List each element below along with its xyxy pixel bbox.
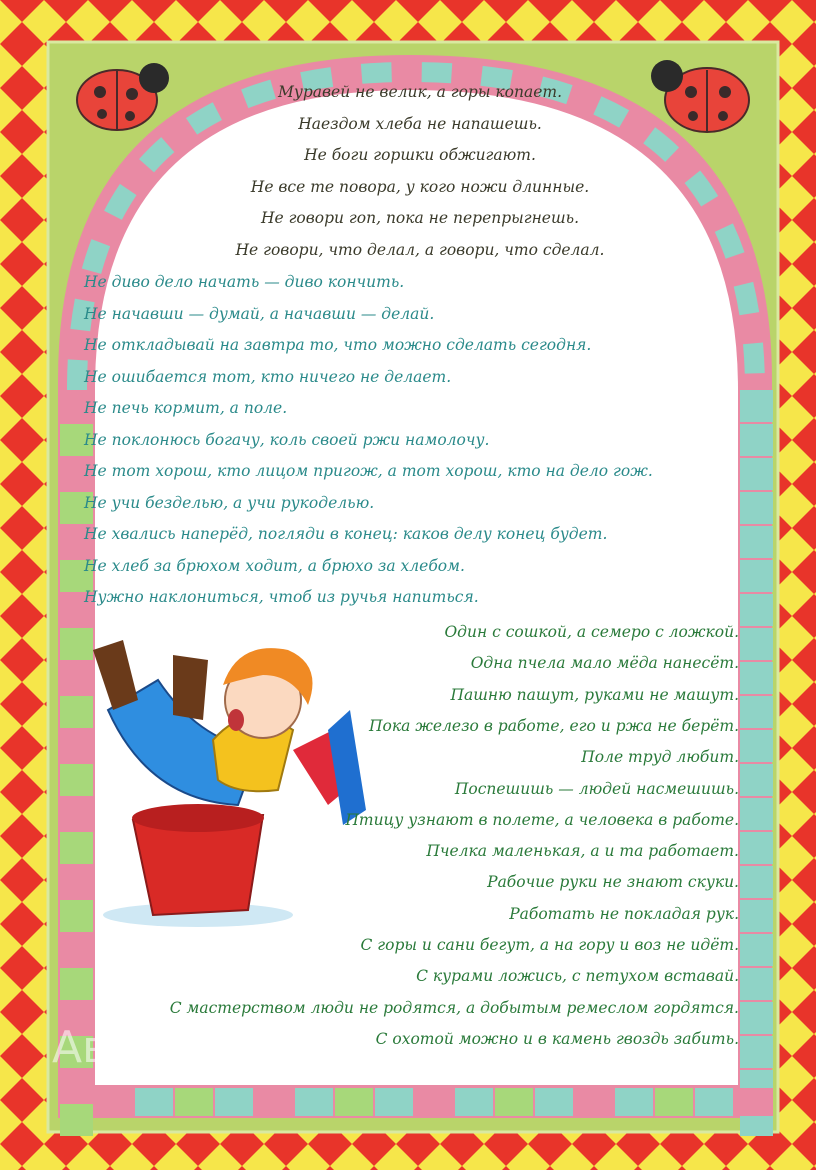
boy-in-bucket-illustration [88, 630, 373, 940]
proverb-line: Пашню пашут, руками не машут. [450, 685, 739, 704]
proverb-line: Не откладывай на завтра то, что можно сделать сегодня. [84, 336, 592, 354]
watermark: Ав [52, 1022, 109, 1073]
proverb-line: С курами ложись, с петухом вставай. [416, 967, 739, 986]
proverb-line: Не все те повора, у кого ножи длинные. [250, 177, 590, 196]
proverb-line: Пчелка маленькая, а и та работает. [426, 842, 739, 861]
proverb-line: Не хвались наперёд, погляди в конец: каков делу конец будет. [84, 525, 608, 543]
proverb-line: Рабочие руки не знают скуки. [487, 873, 739, 892]
proverb-line: Не начавши — думай, а начавши — делай. [84, 304, 435, 323]
proverb-line: Не диво дело начать — диво кончить. [84, 273, 405, 291]
proverb-line: Не тот хорош, кто лицом пригож, а тот хорош, кто на дело гож. [84, 462, 653, 480]
proverb-line: Не печь кормит, а поле. [84, 399, 288, 417]
proverb-line: Одна пчела мало мёда нанесёт. [470, 654, 739, 673]
proverb-line: С охотой можно и в камень гвоздь забить. [375, 1029, 739, 1048]
proverb-line: Не хлеб за брюхом ходит, а брюхо за хлебом. [84, 556, 465, 575]
proverb-line: Птицу узнают в полете, а человека в работе. [345, 810, 739, 829]
proverb-line: Муравей не велик, а горы копает. [277, 83, 562, 101]
proverb-line: Наездом хлеба не напашешь. [298, 114, 542, 133]
proverb-line: Не учи безделью, а учи рукоделью. [84, 493, 375, 512]
proverb-line: Не говори, что делал, а говори, что сделал. [235, 240, 605, 259]
proverb-line: Не поклонюсь богачу, коль своей ржи намолочу. [84, 430, 490, 449]
proverb-line: Работать не покладая рук. [509, 904, 739, 923]
proverb-line: С мастерством люди не родятся, а добытым ремеслом гордятся. [169, 998, 739, 1017]
proverb-line: Не ошибается тот, кто ничего не делает. [84, 367, 452, 386]
proverb-line: Не боги горшки обжигают. [304, 146, 536, 164]
proverb-line: Один с сошкой, а семеро с ложкой. [444, 623, 739, 641]
proverb-line: Поспешишь — людей насмешишь. [454, 779, 739, 798]
proverb-line: Нужно наклониться, чтоб из ручья напиться. [84, 588, 479, 606]
proverb-line: Не говори гоп, пока не перепрыгнешь. [260, 209, 580, 227]
proverb-line: С горы и сани бегут, а на гору и воз не идёт. [360, 936, 739, 954]
proverb-line: Пока железо в работе, его и ржа не берёт. [369, 716, 739, 735]
proverb-line: Поле труд любит. [581, 748, 739, 767]
